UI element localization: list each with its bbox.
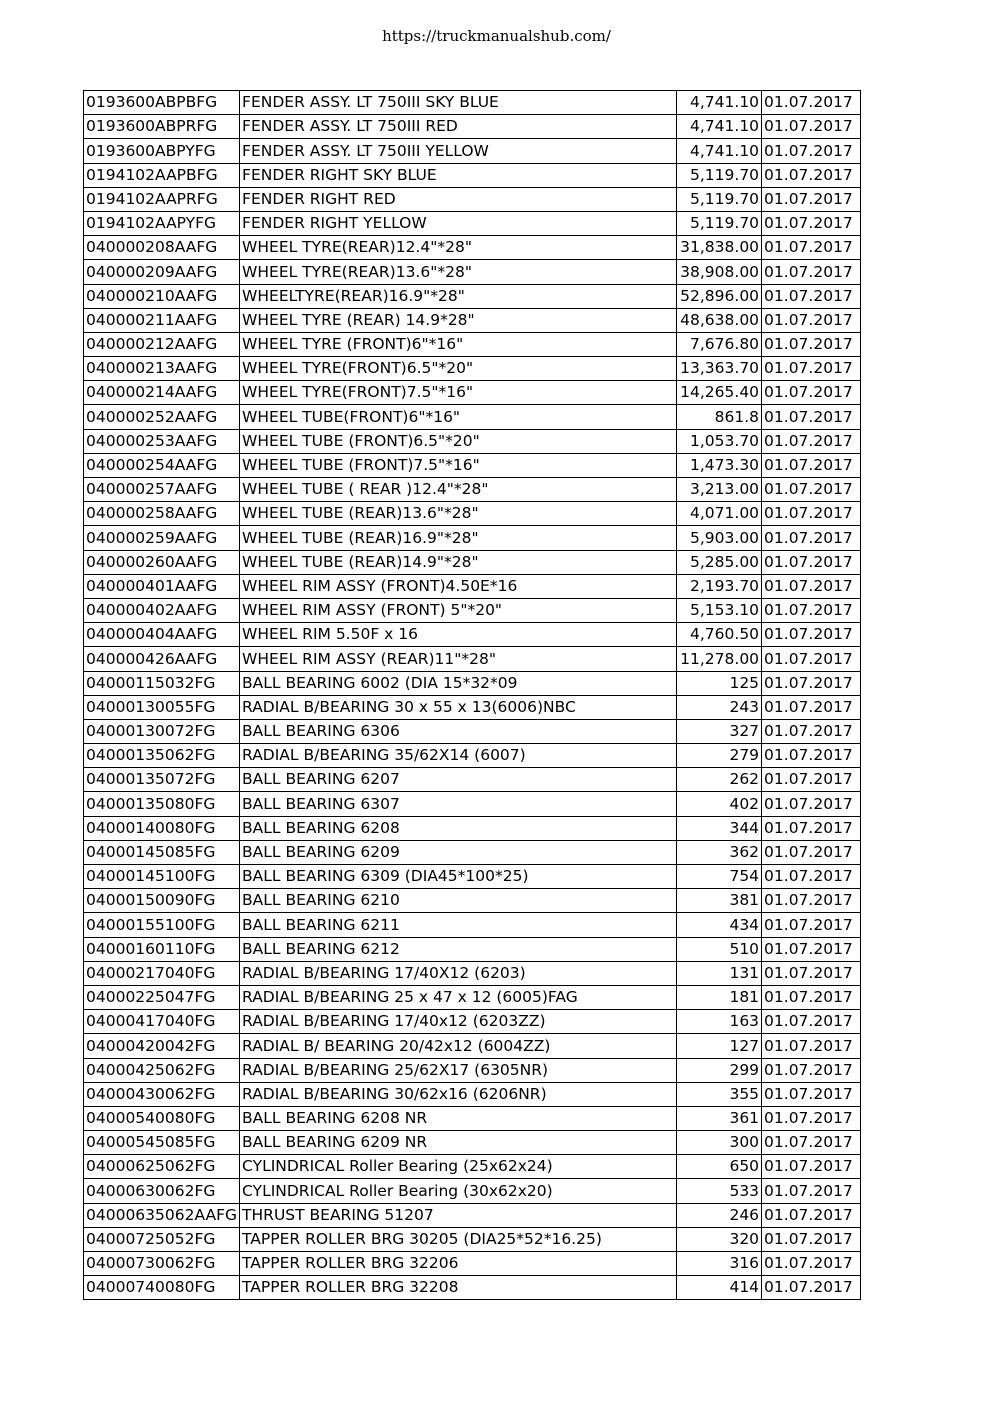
table-row <box>84 840 861 864</box>
part-number-cell: 04000417040FG <box>84 1010 240 1034</box>
price-cell: 300 <box>677 1131 762 1155</box>
effective-date-cell: 01.07.2017 <box>762 816 861 840</box>
part-number-cell: 040000402AAFG <box>84 598 240 622</box>
price-cell: 320 <box>677 1227 762 1251</box>
price-cell: 754 <box>677 865 762 889</box>
effective-date-cell: 01.07.2017 <box>762 865 861 889</box>
price-cell: 48,638.00 <box>677 308 762 332</box>
effective-date-cell: 01.07.2017 <box>762 550 861 574</box>
table-row <box>84 429 861 453</box>
table-row <box>84 163 861 187</box>
effective-date-cell: 01.07.2017 <box>762 260 861 284</box>
effective-date-cell: 01.07.2017 <box>762 1203 861 1227</box>
description-cell: WHEELTYRE(REAR)16.9"*28" <box>240 284 677 308</box>
price-cell: 5,153.10 <box>677 598 762 622</box>
price-cell: 361 <box>677 1106 762 1130</box>
description-cell: WHEEL TUBE (FRONT)7.5"*16" <box>240 453 677 477</box>
part-number-cell: 04000150090FG <box>84 889 240 913</box>
effective-date-cell: 01.07.2017 <box>762 985 861 1009</box>
description-cell: BALL BEARING 6208 <box>240 816 677 840</box>
effective-date-cell: 01.07.2017 <box>762 1010 861 1034</box>
effective-date-cell: 01.07.2017 <box>762 1058 861 1082</box>
description-cell: FENDER ASSY. LT 750III SKY BLUE <box>240 91 677 115</box>
price-cell: 3,213.00 <box>677 478 762 502</box>
effective-date-cell: 01.07.2017 <box>762 91 861 115</box>
part-number-cell: 04000145085FG <box>84 840 240 864</box>
table-row <box>84 381 861 405</box>
part-number-cell: 04000130055FG <box>84 695 240 719</box>
part-number-cell: 0194102AAPYFG <box>84 211 240 235</box>
table-row <box>84 865 861 889</box>
price-cell: 4,741.10 <box>677 139 762 163</box>
effective-date-cell: 01.07.2017 <box>762 1227 861 1251</box>
effective-date-cell: 01.07.2017 <box>762 526 861 550</box>
price-cell: 38,908.00 <box>677 260 762 284</box>
effective-date-cell: 01.07.2017 <box>762 1276 861 1300</box>
effective-date-cell: 01.07.2017 <box>762 913 861 937</box>
effective-date-cell: 01.07.2017 <box>762 792 861 816</box>
effective-date-cell: 01.07.2017 <box>762 381 861 405</box>
table-row <box>84 1252 861 1276</box>
table-row <box>84 1203 861 1227</box>
description-cell: WHEEL RIM ASSY (FRONT) 5"*20" <box>240 598 677 622</box>
table-row <box>84 332 861 356</box>
price-cell: 5,285.00 <box>677 550 762 574</box>
price-cell: 52,896.00 <box>677 284 762 308</box>
price-cell: 2,193.70 <box>677 574 762 598</box>
table-row <box>84 937 861 961</box>
part-number-cell: 040000258AAFG <box>84 502 240 526</box>
price-cell: 861.8 <box>677 405 762 429</box>
effective-date-cell: 01.07.2017 <box>762 1252 861 1276</box>
part-number-cell: 04000155100FG <box>84 913 240 937</box>
part-number-cell: 040000208AAFG <box>84 236 240 260</box>
table-row <box>84 1106 861 1130</box>
price-cell: 4,741.10 <box>677 115 762 139</box>
price-cell: 14,265.40 <box>677 381 762 405</box>
table-row <box>84 308 861 332</box>
part-number-cell: 04000425062FG <box>84 1058 240 1082</box>
effective-date-cell: 01.07.2017 <box>762 744 861 768</box>
part-number-cell: 04000225047FG <box>84 985 240 1009</box>
table-row <box>84 1058 861 1082</box>
part-number-cell: 04000135080FG <box>84 792 240 816</box>
description-cell: WHEEL RIM 5.50F x 16 <box>240 623 677 647</box>
table-row <box>84 598 861 622</box>
description-cell: RADIAL B/BEARING 25 x 47 x 12 (6005)FAG <box>240 985 677 1009</box>
description-cell: BALL BEARING 6210 <box>240 889 677 913</box>
table-row <box>84 284 861 308</box>
part-number-cell: 0194102AAPRFG <box>84 187 240 211</box>
price-cell: 13,363.70 <box>677 357 762 381</box>
part-number-cell: 040000257AAFG <box>84 478 240 502</box>
part-number-cell: 04000635062AAFG <box>84 1203 240 1227</box>
price-cell: 5,119.70 <box>677 211 762 235</box>
table-row <box>84 187 861 211</box>
table-row <box>84 236 861 260</box>
description-cell: WHEEL TUBE ( REAR )12.4"*28" <box>240 478 677 502</box>
price-cell: 327 <box>677 719 762 743</box>
effective-date-cell: 01.07.2017 <box>762 236 861 260</box>
description-cell: BALL BEARING 6207 <box>240 768 677 792</box>
price-cell: 125 <box>677 671 762 695</box>
effective-date-cell: 01.07.2017 <box>762 598 861 622</box>
price-cell: 31,838.00 <box>677 236 762 260</box>
description-cell: RADIAL B/ BEARING 20/42x12 (6004ZZ) <box>240 1034 677 1058</box>
description-cell: FENDER ASSY. LT 750III RED <box>240 115 677 139</box>
table-row <box>84 1179 861 1203</box>
description-cell: WHEEL RIM ASSY (FRONT)4.50E*16 <box>240 574 677 598</box>
table-row <box>84 889 861 913</box>
part-number-cell: 040000404AAFG <box>84 623 240 647</box>
effective-date-cell: 01.07.2017 <box>762 1155 861 1179</box>
price-cell: 510 <box>677 937 762 961</box>
description-cell: RADIAL B/BEARING 25/62X17 (6305NR) <box>240 1058 677 1082</box>
description-cell: RADIAL B/BEARING 17/40x12 (6203ZZ) <box>240 1010 677 1034</box>
description-cell: BALL BEARING 6306 <box>240 719 677 743</box>
effective-date-cell: 01.07.2017 <box>762 671 861 695</box>
price-cell: 243 <box>677 695 762 719</box>
effective-date-cell: 01.07.2017 <box>762 768 861 792</box>
effective-date-cell: 01.07.2017 <box>762 840 861 864</box>
part-number-cell: 04000217040FG <box>84 961 240 985</box>
effective-date-cell: 01.07.2017 <box>762 187 861 211</box>
effective-date-cell: 01.07.2017 <box>762 574 861 598</box>
description-cell: BALL BEARING 6208 NR <box>240 1106 677 1130</box>
table-row <box>84 502 861 526</box>
effective-date-cell: 01.07.2017 <box>762 647 861 671</box>
table-row <box>84 647 861 671</box>
description-cell: WHEEL TUBE(FRONT)6"*16" <box>240 405 677 429</box>
price-cell: 262 <box>677 768 762 792</box>
price-cell: 381 <box>677 889 762 913</box>
table-row <box>84 211 861 235</box>
effective-date-cell: 01.07.2017 <box>762 961 861 985</box>
table-row <box>84 260 861 284</box>
effective-date-cell: 01.07.2017 <box>762 211 861 235</box>
table-row <box>84 405 861 429</box>
part-number-cell: 04000140080FG <box>84 816 240 840</box>
description-cell: WHEEL TYRE(FRONT)6.5"*20" <box>240 357 677 381</box>
price-cell: 131 <box>677 961 762 985</box>
effective-date-cell: 01.07.2017 <box>762 1179 861 1203</box>
part-number-cell: 04000135062FG <box>84 744 240 768</box>
part-number-cell: 040000213AAFG <box>84 357 240 381</box>
part-number-cell: 04000130072FG <box>84 719 240 743</box>
part-number-cell: 04000730062FG <box>84 1252 240 1276</box>
description-cell: WHEEL TYRE(FRONT)7.5"*16" <box>240 381 677 405</box>
part-number-cell: 040000259AAFG <box>84 526 240 550</box>
description-cell: WHEEL RIM ASSY (REAR)11"*28" <box>240 647 677 671</box>
part-number-cell: 0193600ABPRFG <box>84 115 240 139</box>
part-number-cell: 0193600ABPYFG <box>84 139 240 163</box>
table-row <box>84 985 861 1009</box>
table-row <box>84 453 861 477</box>
part-number-cell: 040000254AAFG <box>84 453 240 477</box>
effective-date-cell: 01.07.2017 <box>762 1106 861 1130</box>
effective-date-cell: 01.07.2017 <box>762 429 861 453</box>
part-number-cell: 04000630062FG <box>84 1179 240 1203</box>
table-row <box>84 478 861 502</box>
description-cell: WHEEL TYRE (FRONT)6"*16" <box>240 332 677 356</box>
part-number-cell: 040000211AAFG <box>84 308 240 332</box>
page-header-url: https://truckmanualshub.com/ <box>382 27 611 45</box>
effective-date-cell: 01.07.2017 <box>762 478 861 502</box>
part-number-cell: 040000210AAFG <box>84 284 240 308</box>
effective-date-cell: 01.07.2017 <box>762 405 861 429</box>
description-cell: CYLINDRICAL Roller Bearing (25x62x24) <box>240 1155 677 1179</box>
table-row <box>84 139 861 163</box>
effective-date-cell: 01.07.2017 <box>762 115 861 139</box>
part-number-cell: 04000420042FG <box>84 1034 240 1058</box>
effective-date-cell: 01.07.2017 <box>762 623 861 647</box>
price-cell: 4,741.10 <box>677 91 762 115</box>
effective-date-cell: 01.07.2017 <box>762 719 861 743</box>
description-cell: CYLINDRICAL Roller Bearing (30x62x20) <box>240 1179 677 1203</box>
part-number-cell: 040000209AAFG <box>84 260 240 284</box>
price-list-table <box>83 90 861 1300</box>
table-row <box>84 816 861 840</box>
table-row <box>84 91 861 115</box>
description-cell: WHEEL TYRE (REAR) 14.9*28" <box>240 308 677 332</box>
description-cell: BALL BEARING 6209 NR <box>240 1131 677 1155</box>
price-cell: 650 <box>677 1155 762 1179</box>
part-number-cell: 04000115032FG <box>84 671 240 695</box>
table-row <box>84 574 861 598</box>
price-cell: 279 <box>677 744 762 768</box>
price-cell: 4,760.50 <box>677 623 762 647</box>
description-cell: WHEEL TUBE (REAR)14.9"*28" <box>240 550 677 574</box>
description-cell: BALL BEARING 6211 <box>240 913 677 937</box>
effective-date-cell: 01.07.2017 <box>762 695 861 719</box>
effective-date-cell: 01.07.2017 <box>762 1082 861 1106</box>
part-number-cell: 040000252AAFG <box>84 405 240 429</box>
description-cell: WHEEL TYRE(REAR)12.4"*28" <box>240 236 677 260</box>
price-cell: 299 <box>677 1058 762 1082</box>
table-row <box>84 1082 861 1106</box>
part-number-cell: 0193600ABPBFG <box>84 91 240 115</box>
table-row <box>84 792 861 816</box>
part-number-cell: 04000625062FG <box>84 1155 240 1179</box>
price-cell: 11,278.00 <box>677 647 762 671</box>
table-row <box>84 550 861 574</box>
description-cell: WHEEL TYRE(REAR)13.6"*28" <box>240 260 677 284</box>
price-cell: 5,119.70 <box>677 163 762 187</box>
table-row <box>84 1155 861 1179</box>
description-cell: RADIAL B/BEARING 17/40X12 (6203) <box>240 961 677 985</box>
effective-date-cell: 01.07.2017 <box>762 453 861 477</box>
price-cell: 5,903.00 <box>677 526 762 550</box>
part-number-cell: 04000725052FG <box>84 1227 240 1251</box>
description-cell: TAPPER ROLLER BRG 32208 <box>240 1276 677 1300</box>
price-cell: 163 <box>677 1010 762 1034</box>
price-cell: 7,676.80 <box>677 332 762 356</box>
description-cell: TAPPER ROLLER BRG 32206 <box>240 1252 677 1276</box>
description-cell: BALL BEARING 6307 <box>240 792 677 816</box>
description-cell: WHEEL TUBE (FRONT)6.5"*20" <box>240 429 677 453</box>
description-cell: WHEEL TUBE (REAR)16.9"*28" <box>240 526 677 550</box>
effective-date-cell: 01.07.2017 <box>762 502 861 526</box>
price-cell: 127 <box>677 1034 762 1058</box>
table-row <box>84 1227 861 1251</box>
part-number-cell: 04000740080FG <box>84 1276 240 1300</box>
price-cell: 5,119.70 <box>677 187 762 211</box>
price-cell: 402 <box>677 792 762 816</box>
table-row <box>84 719 861 743</box>
part-number-cell: 0194102AAPBFG <box>84 163 240 187</box>
price-cell: 1,473.30 <box>677 453 762 477</box>
part-number-cell: 04000430062FG <box>84 1082 240 1106</box>
description-cell: BALL BEARING 6209 <box>240 840 677 864</box>
table-row <box>84 961 861 985</box>
table-row <box>84 115 861 139</box>
table-row <box>84 357 861 381</box>
part-number-cell: 040000426AAFG <box>84 647 240 671</box>
description-cell: RADIAL B/BEARING 30 x 55 x 13(6006)NBC <box>240 695 677 719</box>
description-cell: TAPPER ROLLER BRG 30205 (DIA25*52*16.25) <box>240 1227 677 1251</box>
description-cell: BALL BEARING 6212 <box>240 937 677 961</box>
table-row <box>84 671 861 695</box>
description-cell: FENDER ASSY. LT 750III YELLOW <box>240 139 677 163</box>
part-number-cell: 04000545085FG <box>84 1131 240 1155</box>
effective-date-cell: 01.07.2017 <box>762 937 861 961</box>
price-cell: 362 <box>677 840 762 864</box>
price-cell: 181 <box>677 985 762 1009</box>
description-cell: RADIAL B/BEARING 30/62x16 (6206NR) <box>240 1082 677 1106</box>
description-cell: THRUST BEARING 51207 <box>240 1203 677 1227</box>
table-row <box>84 1010 861 1034</box>
effective-date-cell: 01.07.2017 <box>762 332 861 356</box>
effective-date-cell: 01.07.2017 <box>762 163 861 187</box>
table-row <box>84 744 861 768</box>
description-cell: BALL BEARING 6309 (DIA45*100*25) <box>240 865 677 889</box>
part-number-cell: 040000401AAFG <box>84 574 240 598</box>
description-cell: FENDER RIGHT YELLOW <box>240 211 677 235</box>
price-cell: 344 <box>677 816 762 840</box>
part-number-cell: 040000253AAFG <box>84 429 240 453</box>
part-number-cell: 04000145100FG <box>84 865 240 889</box>
description-cell: WHEEL TUBE (REAR)13.6"*28" <box>240 502 677 526</box>
price-cell: 4,071.00 <box>677 502 762 526</box>
price-cell: 434 <box>677 913 762 937</box>
part-number-cell: 040000214AAFG <box>84 381 240 405</box>
table-row <box>84 526 861 550</box>
table-row <box>84 1276 861 1300</box>
part-number-cell: 04000160110FG <box>84 937 240 961</box>
part-number-cell: 04000135072FG <box>84 768 240 792</box>
part-number-cell: 04000540080FG <box>84 1106 240 1130</box>
effective-date-cell: 01.07.2017 <box>762 357 861 381</box>
price-cell: 246 <box>677 1203 762 1227</box>
table-row <box>84 1034 861 1058</box>
effective-date-cell: 01.07.2017 <box>762 308 861 332</box>
part-number-cell: 040000260AAFG <box>84 550 240 574</box>
effective-date-cell: 01.07.2017 <box>762 1034 861 1058</box>
table-row <box>84 768 861 792</box>
table-row <box>84 1131 861 1155</box>
price-cell: 316 <box>677 1252 762 1276</box>
description-cell: BALL BEARING 6002 (DIA 15*32*09 <box>240 671 677 695</box>
effective-date-cell: 01.07.2017 <box>762 284 861 308</box>
price-cell: 533 <box>677 1179 762 1203</box>
effective-date-cell: 01.07.2017 <box>762 139 861 163</box>
price-cell: 414 <box>677 1276 762 1300</box>
effective-date-cell: 01.07.2017 <box>762 889 861 913</box>
price-cell: 355 <box>677 1082 762 1106</box>
price-list-body <box>84 91 861 1300</box>
table-row <box>84 913 861 937</box>
table-row <box>84 623 861 647</box>
description-cell: FENDER RIGHT SKY BLUE <box>240 163 677 187</box>
effective-date-cell: 01.07.2017 <box>762 1131 861 1155</box>
description-cell: RADIAL B/BEARING 35/62X14 (6007) <box>240 744 677 768</box>
description-cell: FENDER RIGHT RED <box>240 187 677 211</box>
table-row <box>84 695 861 719</box>
price-cell: 1,053.70 <box>677 429 762 453</box>
part-number-cell: 040000212AAFG <box>84 332 240 356</box>
